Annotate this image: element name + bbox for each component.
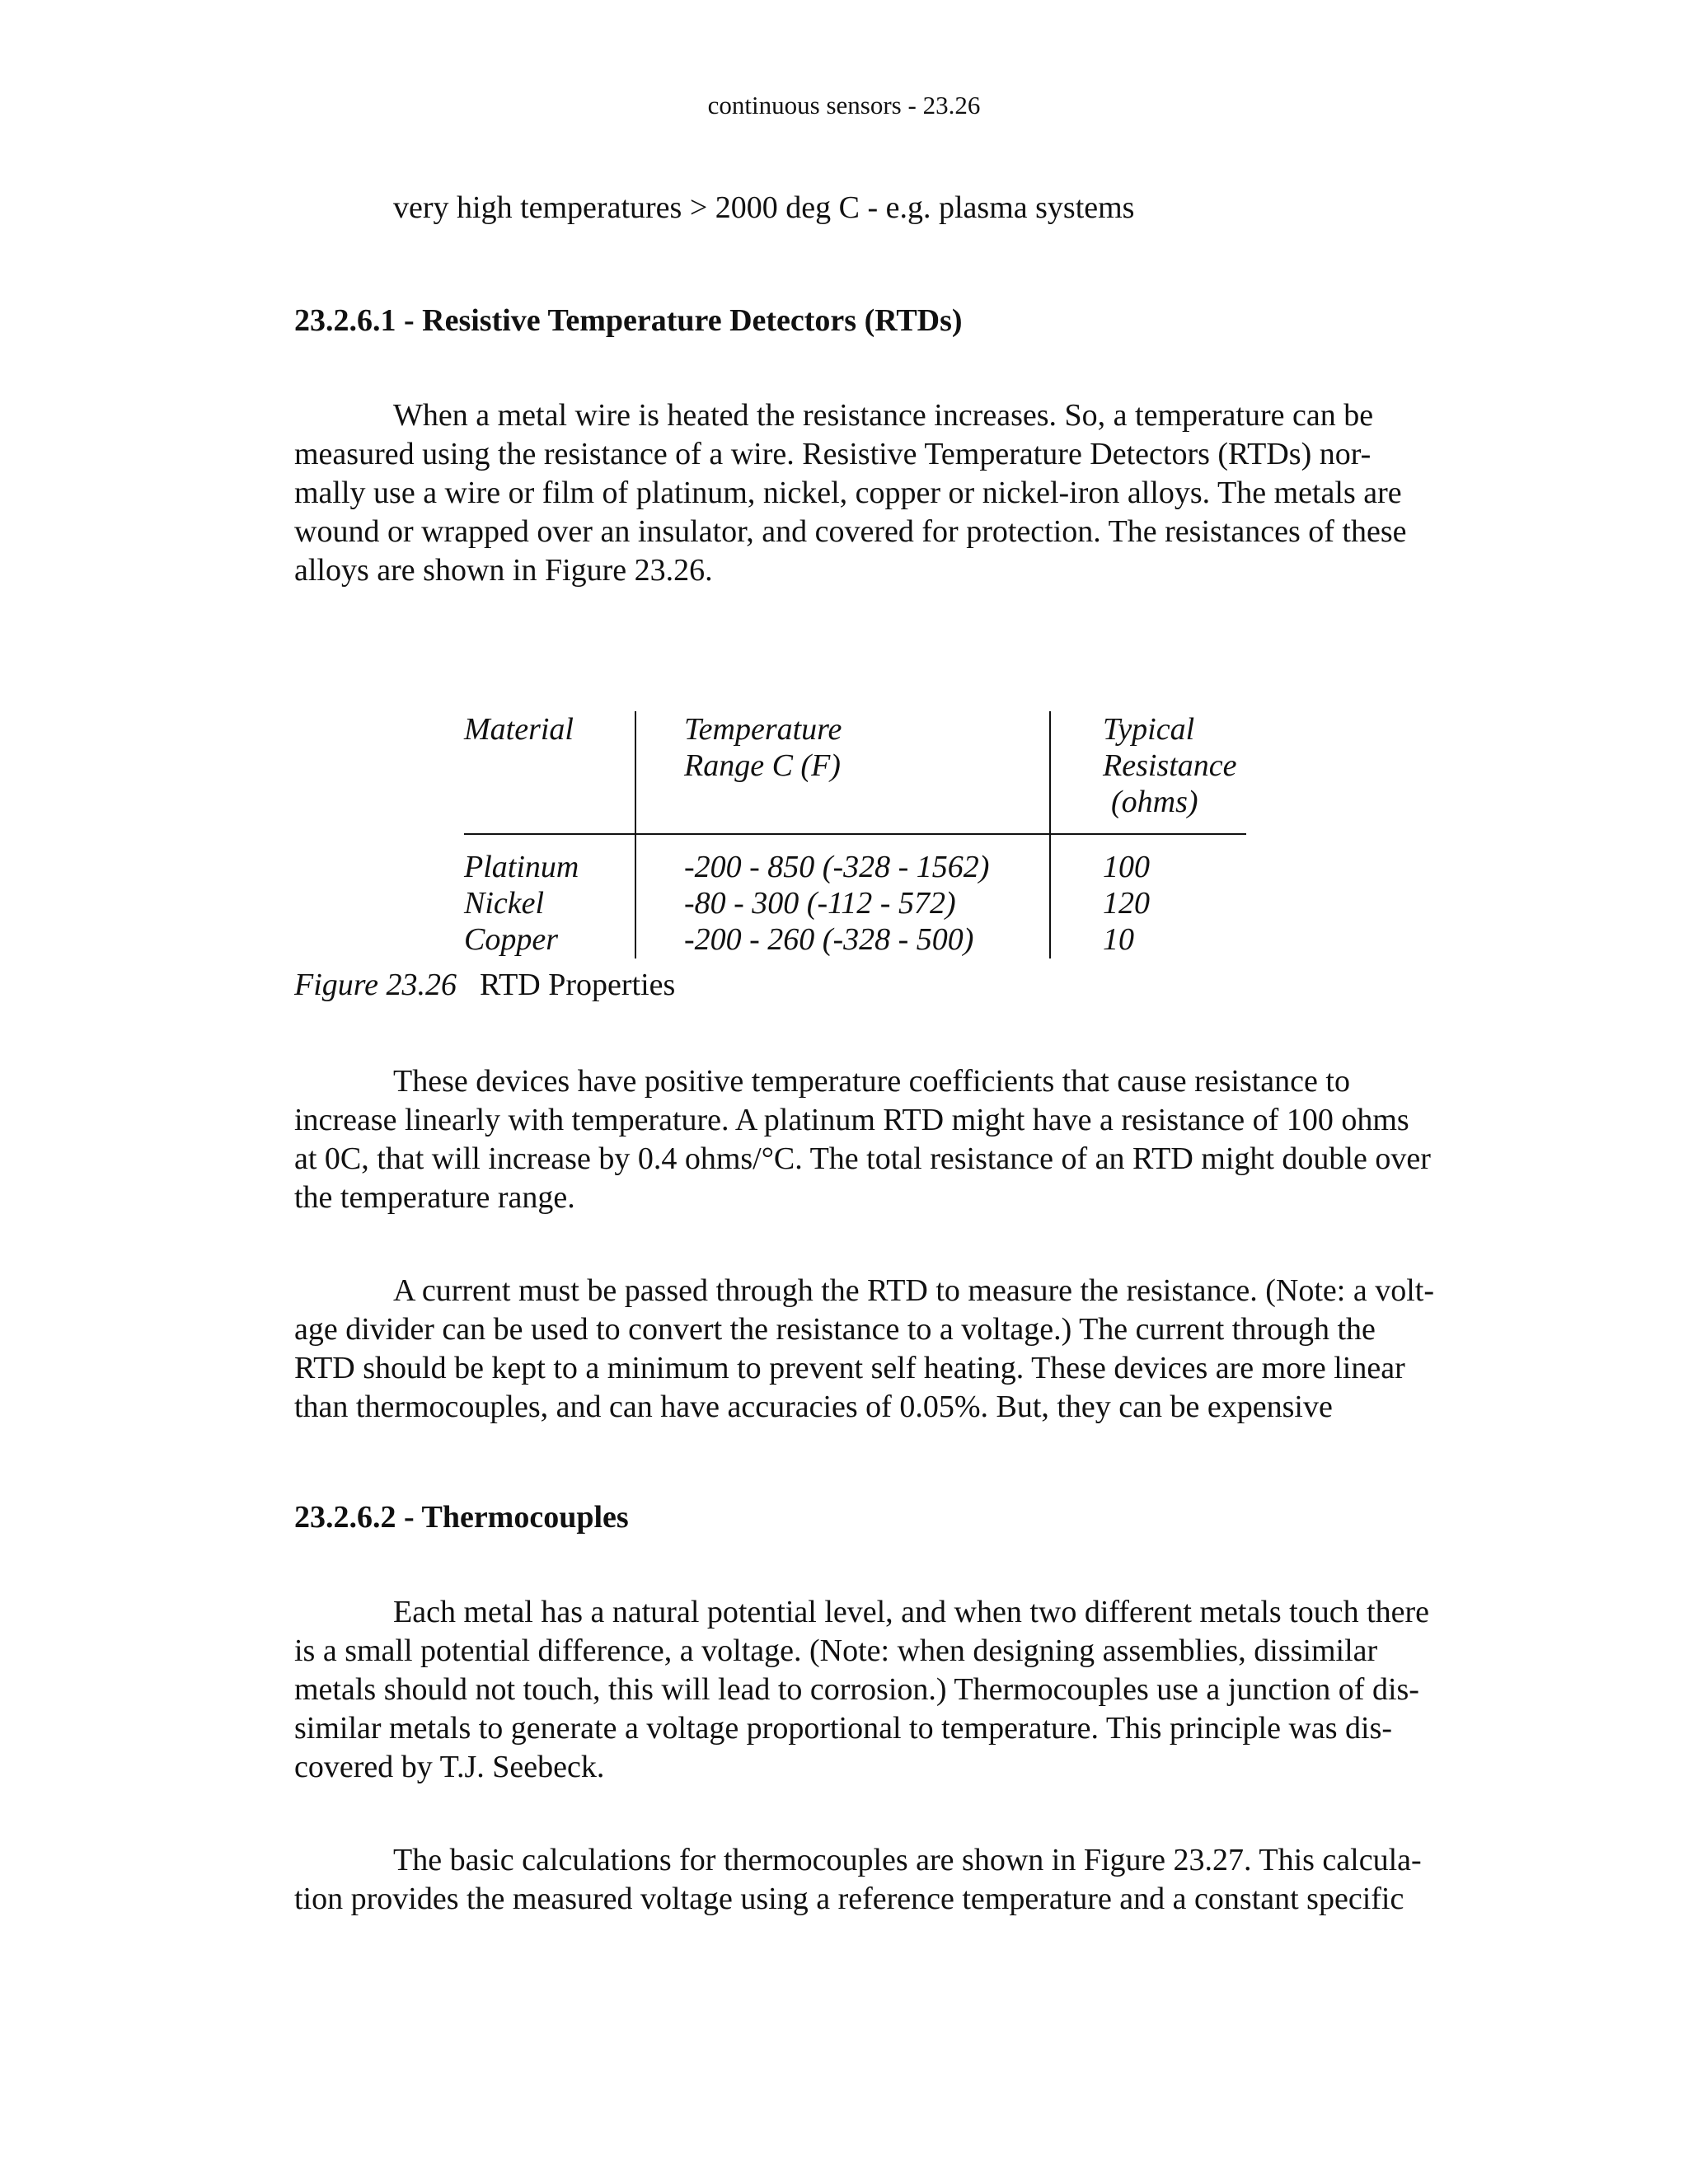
text-line: age divider can be used to convert the resistance to a voltage.) The current through the xyxy=(294,1312,1376,1347)
table-cell-range: -80 - 300 (-112 - 572) xyxy=(684,886,956,921)
table-column-divider xyxy=(635,711,636,958)
intro-line: very high temperatures > 2000 deg C - e.g. plasma systems xyxy=(393,190,1135,225)
table-row xyxy=(464,849,579,958)
text-line: A current must be passed through the RTD to measure the resistance. (Note: a volt- xyxy=(393,1273,1434,1308)
table-cell-range: -200 - 850 (-328 - 1562) xyxy=(684,850,990,884)
running-head: continuous sensors - 23.26 xyxy=(707,91,981,120)
table-cell-resistance: 120 xyxy=(1103,886,1150,921)
text-line: Each metal has a natural potential level, and when two different metals touch there xyxy=(393,1595,1430,1629)
text-line: alloys are shown in Figure 23.26. xyxy=(294,553,713,588)
text-line: metals should not touch, this will lead to corrosion.) Thermocouples use a junction of dis- xyxy=(294,1672,1419,1707)
table-cell-material: Nickel xyxy=(464,886,545,921)
table-header-material: Material xyxy=(464,712,574,747)
text-line: wound or wrapped over an insulator, and covered for protection. The resistances of these xyxy=(294,514,1407,549)
text-line: similar metals to generate a voltage proportional to temperature. This principle was dis- xyxy=(294,1711,1393,1746)
figure-title: RTD Properties xyxy=(480,968,676,1002)
table-row xyxy=(684,849,989,958)
table-cell-material: Copper xyxy=(464,922,558,957)
text-line: measured using the resistance of a wire. Resistive Temperature Detectors (RTDs) nor- xyxy=(294,437,1372,471)
text-line: These devices have positive temperature coefficients that cause resistance to xyxy=(393,1064,1350,1099)
table-cell-resistance: 10 xyxy=(1103,922,1134,957)
table-cell-resistance: 100 xyxy=(1103,850,1150,884)
text-line: at 0C, that will increase by 0.4 ohms/°C. The total resistance of an RTD might double over xyxy=(294,1141,1431,1176)
table-row xyxy=(1103,849,1150,958)
text-line: than thermocouples, and can have accuracies of 0.05%. But, they can be expensive xyxy=(294,1390,1333,1424)
paragraph-thermocouples-intro xyxy=(294,1593,1429,1787)
table-header-rule xyxy=(464,833,1246,835)
text-line: When a metal wire is heated the resistance increases. So, a temperature can be xyxy=(393,398,1374,433)
text-line: tion provides the measured voltage using a reference temperature and a constant specific xyxy=(294,1882,1404,1916)
text-line: the temperature range. xyxy=(294,1180,575,1215)
table-header-resistance: Typical Resistance (ohms) xyxy=(1103,712,1237,819)
section-heading-thermocouples: 23.2.6.2 - Thermocouples xyxy=(294,1500,629,1535)
paragraph-temperature-coefficients xyxy=(294,1062,1431,1217)
section-heading-rtd: 23.2.6.1 - Resistive Temperature Detectors (RTDs) xyxy=(294,303,963,338)
paragraph-thermocouple-calculations xyxy=(294,1841,1422,1919)
table-cell-material: Platinum xyxy=(464,850,579,884)
table-cell-range: -200 - 260 (-328 - 500) xyxy=(684,922,974,957)
text-line: The basic calculations for thermocouples are shown in Figure 23.27. This calcula- xyxy=(393,1843,1422,1877)
table-column-divider xyxy=(1049,711,1051,958)
text-line: covered by T.J. Seebeck. xyxy=(294,1750,605,1784)
paragraph-rtd-current xyxy=(294,1272,1434,1427)
paragraph-rtd-intro xyxy=(294,396,1406,590)
text-line: mally use a wire or film of platinum, nickel, copper or nickel-iron alloys. The metals are xyxy=(294,476,1402,510)
text-line: is a small potential difference, a voltage. (Note: when designing assemblies, dissimilar xyxy=(294,1633,1378,1668)
table-header-range: Temperature Range C (F) xyxy=(684,712,842,783)
figure-label: Figure 23.26 xyxy=(294,968,457,1002)
text-line: RTD should be kept to a minimum to prevent self heating. These devices are more linear xyxy=(294,1351,1405,1385)
figure-caption xyxy=(294,966,675,1005)
text-line: increase linearly with temperature. A platinum RTD might have a resistance of 100 ohms xyxy=(294,1103,1409,1137)
